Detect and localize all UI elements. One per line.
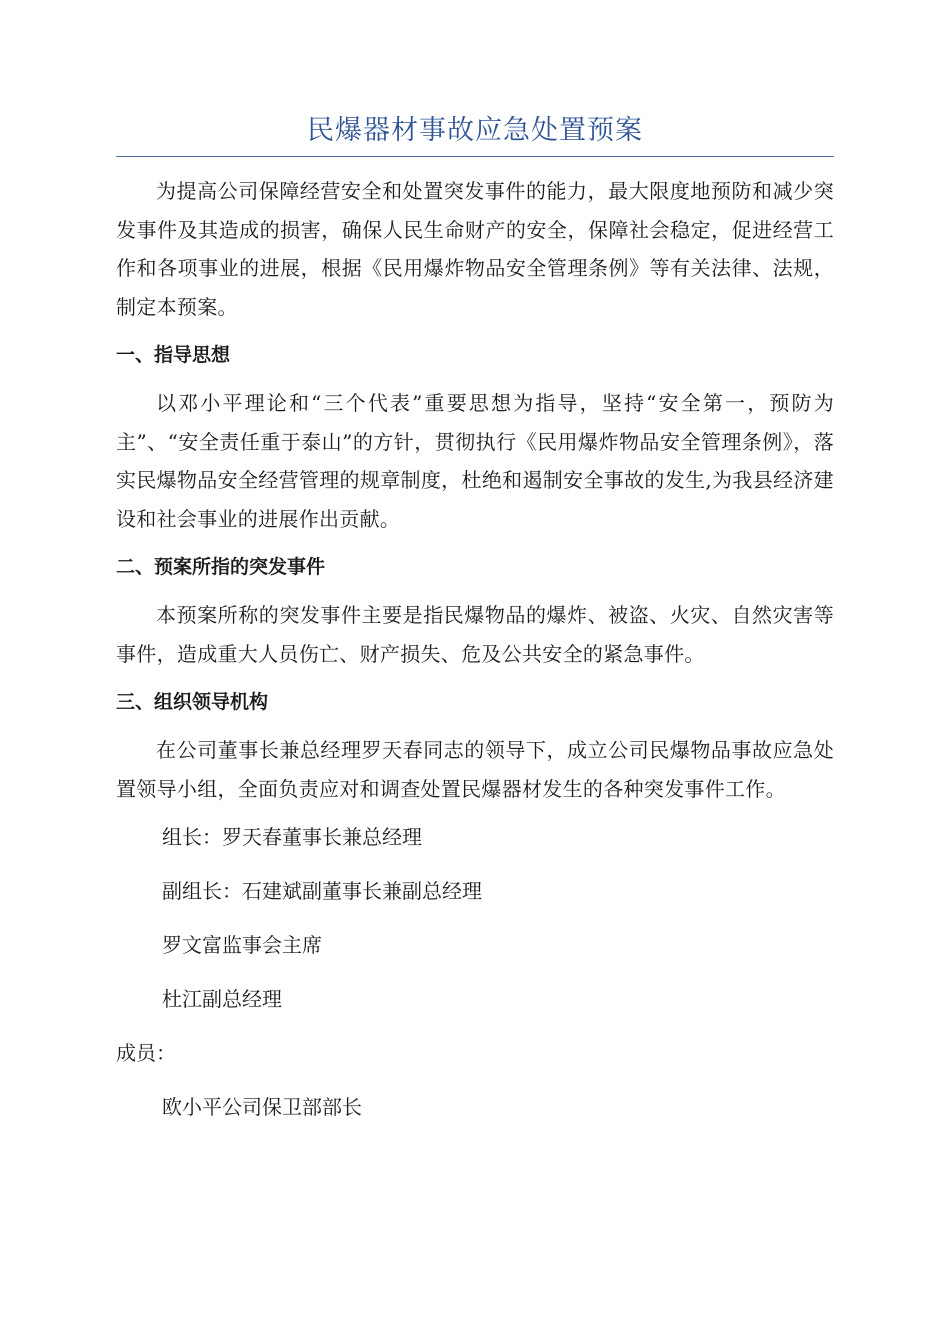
members-label: 成员： [116, 1041, 176, 1065]
member-1: 欧小平公司保卫部部长 [162, 1095, 362, 1119]
section-text-leadership: 在公司董事长兼总经理罗天春同志的领导下，成立公司民爆物品事故应急处置领导小组，全面负责应对和调查处置民爆器材发生的各种突发事件工作。 [116, 738, 834, 801]
member-deputy-3: 杜江副总经理 [162, 987, 282, 1011]
member-deputy-2: 罗文富监事会主席 [162, 933, 322, 957]
intro-paragraph: 为提高公司保障经营安全和处置突发事件的能力，最大限度地预防和减少突发事件及其造成的损害，确保人民生命财产的安全，保障社会稳定，促进经营工作和各项事业的进展，根据《民用爆炸物品安全管理条例》等有关法律、法规，制定本预案。 [116, 179, 834, 319]
section-text-emergency-events: 本预案所称的突发事件主要是指民爆物品的爆炸、被盗、火灾、自然灾害等事件，造成重大人员伤亡、财产损失、危及公共安全的紧急事件。 [116, 603, 834, 666]
member-deputy-leader: 副组长：石建斌副董事长兼副总经理 [162, 879, 482, 903]
section-heading-leadership: 三、组织领导机构 [116, 691, 269, 713]
section-text-guiding-ideology: 以邓小平理论和“三个代表”重要思想为指导，坚持“安全第一，预防为主”、“安全责任重于泰山”的方针，贯彻执行《民用爆炸物品安全管理条例》，落实民爆物品安全经营管理的规章制度，杜绝和遏制安全事故的发生,为我县经济建设和社会事业的进展作出贡献。 [116, 391, 834, 531]
document-body [116, 172, 834, 1142]
title-block [116, 112, 834, 157]
section-heading-guiding-ideology: 一、指导思想 [116, 344, 231, 366]
member-leader: 组长：罗天春董事长兼总经理 [162, 825, 422, 849]
document-title: 民爆器材事故应急处置预案 [307, 115, 643, 146]
section-heading-emergency-events: 二、预案所指的突发事件 [116, 556, 326, 578]
